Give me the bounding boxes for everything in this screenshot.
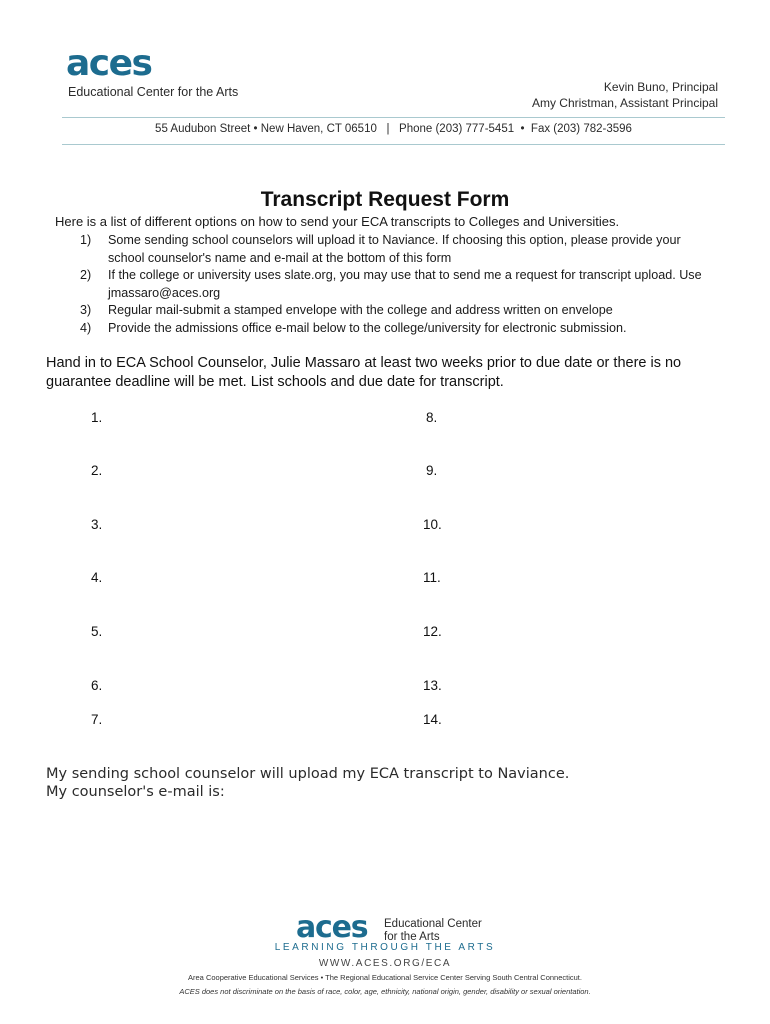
footer-tagline: LEARNING THROUGH THE ARTS	[274, 942, 496, 953]
header-divider-top	[62, 117, 725, 118]
school-line-number: 7.	[91, 712, 103, 727]
option-number: 4)	[80, 320, 92, 335]
option-number: 1)	[80, 233, 92, 247]
principal-name: Kevin Buno, Principal	[603, 80, 718, 94]
school-name: Educational Center for the Arts	[68, 85, 239, 99]
footer-org-line: Area Cooperative Educational Services • The Regional Educational Service Center Serving South Central Connecticut.	[188, 973, 582, 982]
footer-school-name	[384, 918, 482, 944]
form-title: Transcript Request Form	[260, 188, 510, 211]
school-line-number: 2.	[91, 463, 103, 478]
aces-logo: aces	[66, 43, 152, 84]
staff-block	[532, 79, 718, 111]
option-text: Provide the admissions office e-mail below to the college/university for electronic submission.	[108, 320, 627, 335]
school-line-number: 3.	[91, 517, 103, 532]
school-line-number: 9.	[426, 463, 438, 478]
hand-in-instructions: Hand in to ECA School Counselor, Julie Massaro at least two weeks prior to due date or there is no guarantee deadline will be met. List schools and due date for transcript.	[46, 355, 682, 390]
school-line-number: 4.	[91, 570, 103, 585]
school-line-number: 13.	[423, 678, 442, 693]
naviance-statement: My sending school counselor will upload my ECA transcript to Naviance.	[46, 766, 570, 782]
option-item	[80, 267, 720, 302]
option-text: Some sending school counselors will upload it to Naviance. If choosing this option, please provide your school counselor's name and e-mail at the bottom of this form	[108, 233, 681, 265]
footer-website: WWW.ACES.ORG/ECA	[318, 958, 452, 969]
option-text: If the college or university uses slate.org, you may use that to send me a request for transcript upload. Use jmassaro@aces.org	[108, 268, 702, 300]
option-number: 2)	[80, 268, 92, 282]
address-line: 55 Audubon Street • New Haven, CT 06510 | Phone (203) 777-5451 • Fax (203) 782-3596	[155, 123, 632, 135]
school-line-number: 12.	[423, 624, 442, 639]
header-divider-bottom	[62, 144, 725, 145]
option-item	[80, 302, 720, 320]
option-item	[80, 232, 720, 267]
footer-name-line: for the Arts	[384, 931, 440, 943]
options-list	[80, 232, 720, 337]
school-line-number: 5.	[91, 624, 103, 639]
footer-disclaimer: ACES does not discriminate on the basis of race, color, age, ethnicity, national origin, gender, disability or sexual orientation.	[179, 987, 591, 996]
footer-aces-logo: aces	[296, 910, 368, 945]
option-item	[80, 320, 720, 338]
school-line-number: 1.	[91, 410, 103, 425]
intro-text: Here is a list of different options on how to send your ECA transcripts to Colleges and Universities.	[55, 214, 620, 229]
option-text: Regular mail-submit a stamped envelope with the college and address written on envelope	[108, 303, 613, 317]
assistant-principal-name: Amy Christman, Assistant Principal	[531, 96, 718, 110]
school-line-number: 8.	[426, 410, 438, 425]
school-line-number: 10.	[423, 517, 442, 532]
school-line-number: 14.	[423, 712, 442, 727]
school-line-number: 11.	[423, 570, 441, 585]
school-line-number: 6.	[91, 678, 103, 693]
footer-name-line: Educational Center	[384, 918, 482, 930]
option-number: 3)	[80, 303, 92, 317]
counselor-email-label: My counselor's e-mail is:	[46, 784, 225, 800]
naviance-section	[46, 765, 569, 801]
